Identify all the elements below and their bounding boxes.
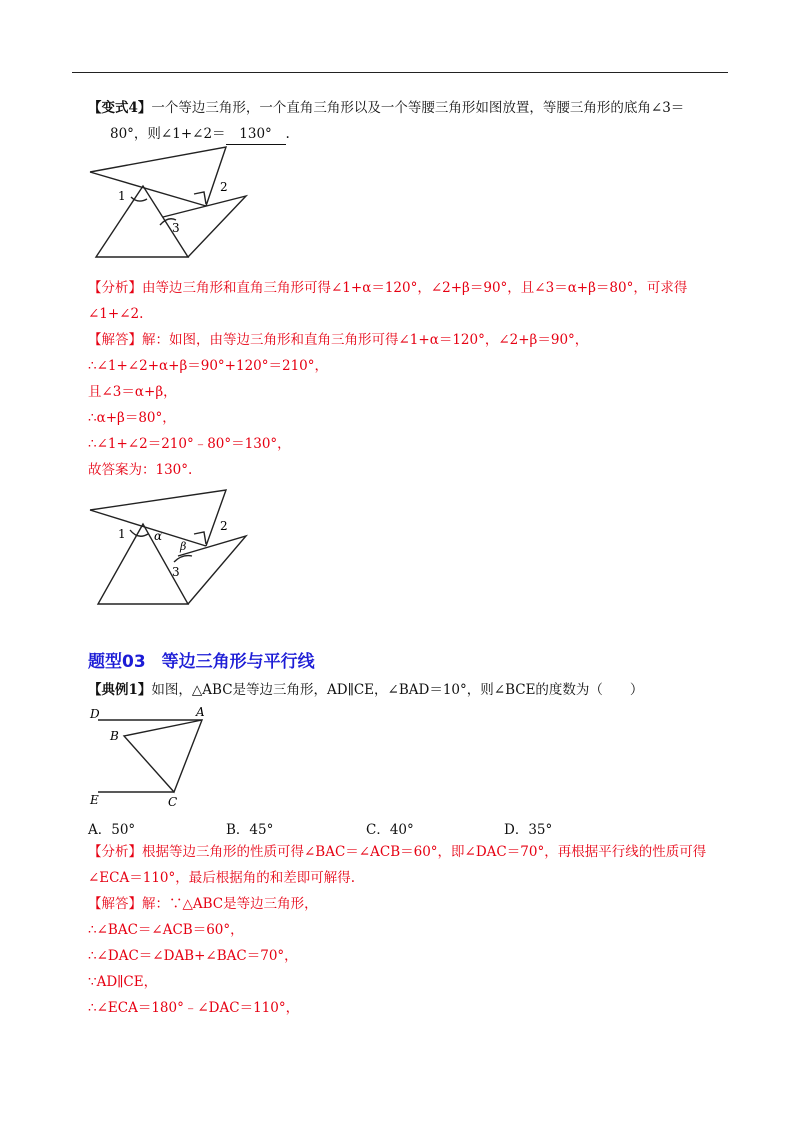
section-number: 题型03 [88, 652, 146, 672]
right-triangle [90, 147, 226, 206]
section-title [88, 647, 331, 672]
label-B: B [110, 729, 119, 743]
example1-tag: 【典例1】 [88, 682, 152, 698]
fig2-label-beta: β [180, 540, 187, 553]
label-A: A [196, 705, 205, 719]
section-heading: 等边三角形与平行线 [161, 652, 315, 672]
fig2-label-1: 1 [118, 527, 126, 541]
example1-figure [88, 700, 218, 812]
variant4-analysis-line2: ∠1+∠2. [88, 306, 144, 322]
fig2-label-2: 2 [220, 519, 228, 533]
variant4-solution-line: 【解答】解：如图，由等边三角形和直角三角形可得∠1+α＝120°，∠2+β＝90°， [88, 332, 589, 348]
variant4-solution-line: 且∠3＝α+β， [88, 384, 177, 400]
example1-solution-line: 【解答】解：∵△ABC是等边三角形， [88, 896, 318, 912]
triangle-ABC [124, 720, 202, 792]
option-a: A．50° [88, 822, 136, 838]
fig1-label-3: 3 [172, 221, 180, 235]
variant4-figure-2 [88, 486, 268, 610]
option-c: C．40° [366, 822, 414, 838]
example1-solution-line: ∴∠BAC＝∠ACB＝60°， [88, 922, 244, 938]
fig1-label-2: 2 [220, 180, 228, 194]
variant4-solution-line: ∴∠1+∠2+α+β＝90°+120°＝210°， [88, 358, 329, 374]
variant4-answer-blank: 130° [226, 124, 286, 145]
fig2-label-3: 3 [172, 565, 180, 579]
example1-analysis-line1: 【分析】根据等边三角形的性质可得∠BAC＝∠ACB＝60°，即∠DAC＝70°，再根据平行线的性质可得 [88, 844, 707, 860]
example1-solution-line: ∴∠DAC＝∠DAB+∠BAC＝70°， [88, 948, 298, 964]
option-b: B．45° [226, 822, 274, 838]
label-D: D [90, 707, 100, 721]
variant4-tag: 【变式4】 [88, 100, 152, 116]
variant4-analysis-line1: 【分析】由等边三角形和直角三角形可得∠1+α＝120°，∠2+β＝90°，且∠3＝α+β＝80°，可求得 [88, 280, 688, 296]
variant4-figure-1 [88, 142, 268, 262]
example1-solution-line: ∴∠ECA＝180°﹣∠DAC＝110°， [88, 1000, 300, 1016]
right-angle-mark [194, 192, 206, 204]
example1-question: 【典例1】如图，△ABC是等边三角形，AD∥CE，∠BAD＝10°，则∠BCE的度数为（ ） [88, 682, 644, 698]
label-C: C [168, 795, 178, 809]
variant4-question-line2: 80°，则∠1+∠2＝ 130° . [110, 124, 290, 145]
fig2-label-alpha: α [154, 529, 163, 543]
example1-analysis-line2: ∠ECA＝110°，最后根据角的和差即可解得. [88, 870, 356, 886]
variant4-solution-line: ∴∠1+∠2＝210°﹣80°＝130°， [88, 436, 291, 452]
variant4-solution-line: ∴α+β＝80°， [88, 410, 176, 426]
variant4-question-line1: 【变式4】一个等边三角形，一个直角三角形以及一个等腰三角形如图放置，等腰三角形的底角∠3＝ [88, 100, 685, 116]
option-d: D．35° [504, 822, 553, 838]
fig1-label-1: 1 [118, 189, 126, 203]
header-rule [72, 72, 728, 73]
label-E: E [90, 793, 99, 807]
example1-solution-line: ∵AD∥CE， [88, 974, 158, 990]
variant4-solution-line: 故答案为：130°. [88, 462, 193, 478]
